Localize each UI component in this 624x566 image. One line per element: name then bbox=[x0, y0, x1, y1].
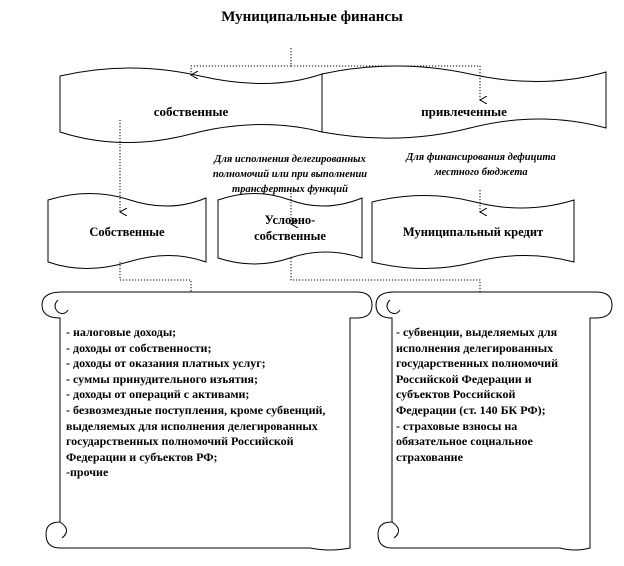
list-conditional-item: - субвенции, выделяемых для исполнения делегированных государственных полномочий Российской Федерации и субъектов Российской Федерации (ст. 140 БК РФ); bbox=[396, 325, 559, 417]
note-delegated: Для исполнения делегированных полномочий или при выполнении трансфертных функций bbox=[212, 154, 368, 195]
list-own-item: - безвозмездные поступления, кроме субвенций, выделяемых для исполнения делегированных государственных полномочий Российской Федерации и субъектов РФ; bbox=[66, 402, 326, 464]
diagram-title: Муниципальные финансы bbox=[221, 9, 403, 25]
list-own-item: - доходы от оказания платных услуг; bbox=[66, 356, 266, 371]
list-conditional-item: - страховые взносы на обязательное социальное страхование bbox=[396, 418, 533, 464]
category-borrowed-label: привлеченные bbox=[421, 104, 507, 119]
list-own-item: - доходы от операций с активами; bbox=[66, 387, 250, 402]
list-own-item: - суммы принудительного изъятия; bbox=[66, 371, 259, 386]
list-own-item: -прочие bbox=[66, 465, 109, 480]
node-own-label: Собственные bbox=[89, 225, 165, 239]
category-own-label: собственные bbox=[153, 104, 229, 119]
list-conditional bbox=[396, 325, 576, 465]
banner-borrowed-shape bbox=[322, 66, 606, 138]
list-own-item: - доходы от собственности; bbox=[66, 340, 212, 355]
list-own-item: - налоговые доходы; bbox=[66, 325, 177, 339]
connector-title-left bbox=[191, 66, 291, 75]
list-own bbox=[66, 325, 348, 481]
node-conditional-label: Условно-собственные bbox=[254, 213, 326, 243]
note-deficit: Для финансирования дефицита местного бюджета bbox=[406, 152, 556, 178]
node-credit-label: Муниципальный кредит bbox=[402, 225, 544, 239]
